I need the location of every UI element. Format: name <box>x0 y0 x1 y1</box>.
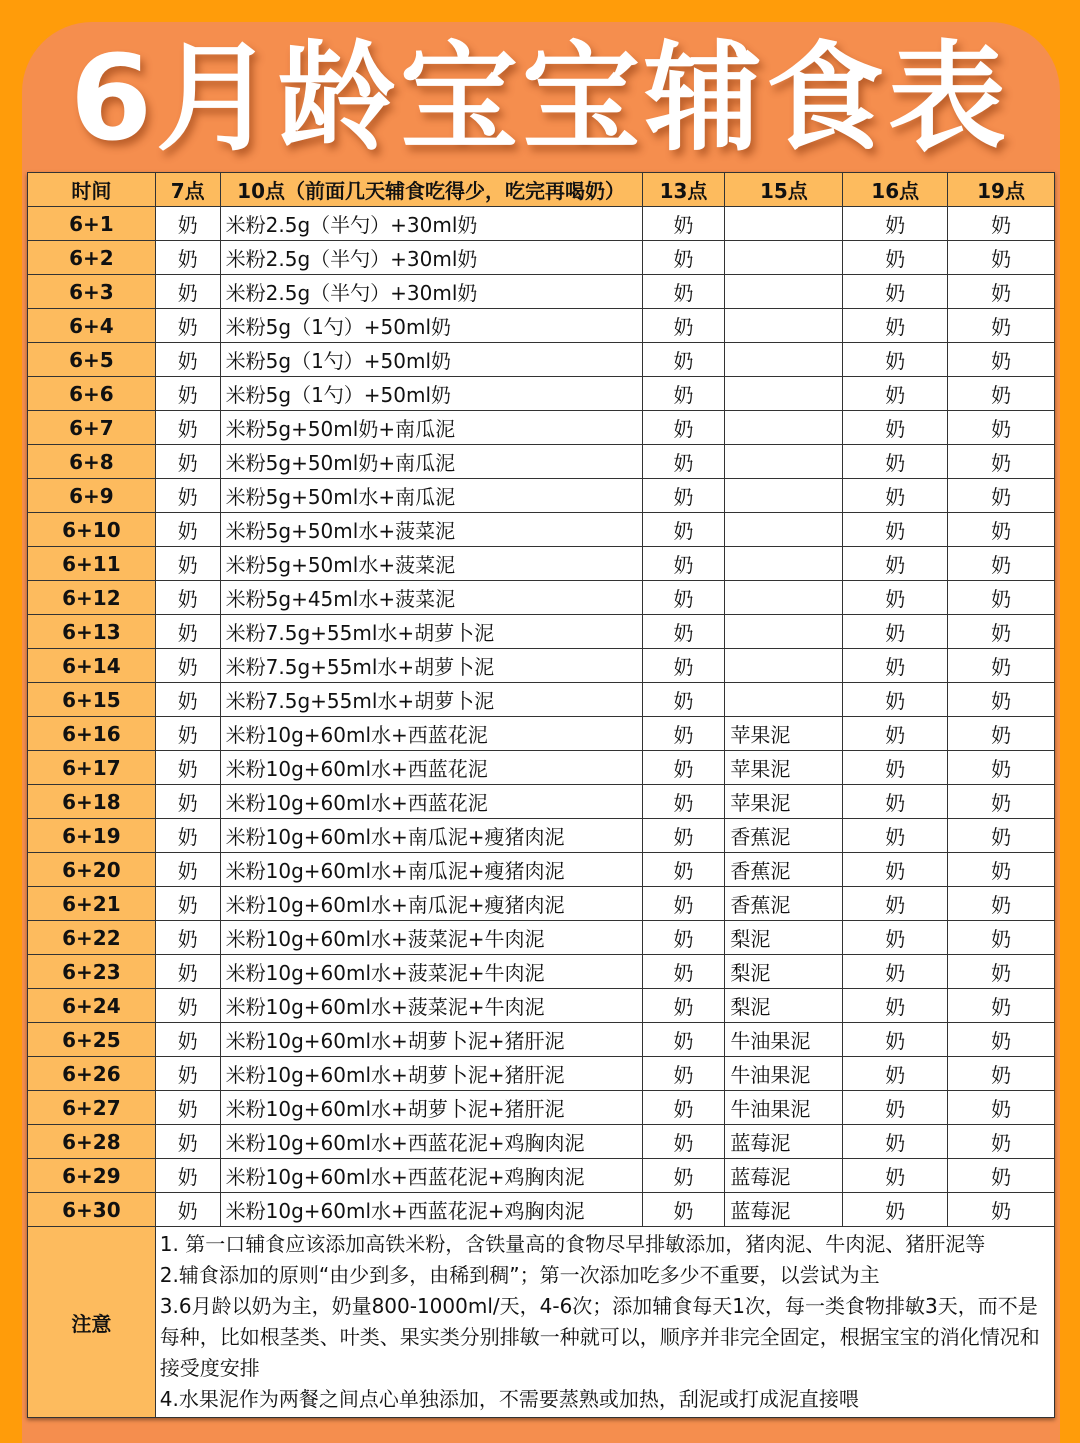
day-cell: 6+2 <box>28 241 156 275</box>
table-row <box>28 921 1055 955</box>
note-line: 4.水果泥作为两餐之间点心单独添加，不需要蒸熟或加热，刮泥或打成泥直接喂 <box>159 1387 859 1411</box>
cell-7: 奶 <box>155 547 220 581</box>
cell-15: 苹果泥 <box>725 717 843 751</box>
header-15: 15点 <box>725 173 843 207</box>
cell-7: 奶 <box>155 853 220 887</box>
cell-15 <box>725 275 843 309</box>
table-row <box>28 445 1055 479</box>
cell-19: 奶 <box>948 275 1055 309</box>
cell-19: 奶 <box>948 207 1055 241</box>
cell-19: 奶 <box>948 683 1055 717</box>
cell-16: 奶 <box>843 513 948 547</box>
cell-15: 梨泥 <box>725 989 843 1023</box>
cell-10: 米粉7.5g+55ml水+胡萝卜泥 <box>220 683 642 717</box>
cell-19: 奶 <box>948 1125 1055 1159</box>
table-row <box>28 989 1055 1023</box>
table-row <box>28 547 1055 581</box>
cell-10: 米粉10g+60ml水+菠菜泥+牛肉泥 <box>220 989 642 1023</box>
cell-13: 奶 <box>642 887 725 921</box>
cell-15: 苹果泥 <box>725 785 843 819</box>
cell-19: 奶 <box>948 1159 1055 1193</box>
table-row <box>28 581 1055 615</box>
cell-16: 奶 <box>843 921 948 955</box>
notes-label: 注意 <box>28 1227 156 1418</box>
cell-7: 奶 <box>155 649 220 683</box>
cell-15: 香蕉泥 <box>725 853 843 887</box>
cell-7: 奶 <box>155 1091 220 1125</box>
header-time: 时间 <box>28 173 156 207</box>
cell-7: 奶 <box>155 309 220 343</box>
page-title: 6月龄宝宝辅食表 <box>69 29 1011 167</box>
cell-16: 奶 <box>843 581 948 615</box>
cell-19: 奶 <box>948 751 1055 785</box>
day-cell: 6+22 <box>28 921 156 955</box>
cell-7: 奶 <box>155 275 220 309</box>
cell-19: 奶 <box>948 717 1055 751</box>
cell-16: 奶 <box>843 1057 948 1091</box>
cell-13: 奶 <box>642 445 725 479</box>
cell-10: 米粉10g+60ml水+胡萝卜泥+猪肝泥 <box>220 1057 642 1091</box>
cell-15: 蓝莓泥 <box>725 1125 843 1159</box>
header-19: 19点 <box>948 173 1055 207</box>
cell-15 <box>725 411 843 445</box>
cell-19: 奶 <box>948 1091 1055 1125</box>
cell-7: 奶 <box>155 207 220 241</box>
cell-10: 米粉10g+60ml水+菠菜泥+牛肉泥 <box>220 921 642 955</box>
cell-13: 奶 <box>642 377 725 411</box>
cell-10: 米粉10g+60ml水+西蓝花泥 <box>220 717 642 751</box>
cell-19: 奶 <box>948 989 1055 1023</box>
cell-7: 奶 <box>155 1125 220 1159</box>
day-cell: 6+5 <box>28 343 156 377</box>
cell-7: 奶 <box>155 581 220 615</box>
cell-10: 米粉10g+60ml水+南瓜泥+瘦猪肉泥 <box>220 887 642 921</box>
day-cell: 6+13 <box>28 615 156 649</box>
cell-19: 奶 <box>948 479 1055 513</box>
cell-15: 牛油果泥 <box>725 1057 843 1091</box>
table-row <box>28 309 1055 343</box>
cell-10: 米粉10g+60ml水+西蓝花泥+鸡胸肉泥 <box>220 1125 642 1159</box>
cell-19: 奶 <box>948 649 1055 683</box>
cell-19: 奶 <box>948 819 1055 853</box>
cell-13: 奶 <box>642 513 725 547</box>
table-row <box>28 207 1055 241</box>
cell-16: 奶 <box>843 445 948 479</box>
cell-10: 米粉10g+60ml水+西蓝花泥 <box>220 785 642 819</box>
day-cell: 6+3 <box>28 275 156 309</box>
cell-16: 奶 <box>843 309 948 343</box>
notes-content <box>155 1227 1054 1418</box>
cell-7: 奶 <box>155 785 220 819</box>
day-cell: 6+12 <box>28 581 156 615</box>
cell-13: 奶 <box>642 649 725 683</box>
cell-10: 米粉5g（1勺）+50ml奶 <box>220 343 642 377</box>
table-row <box>28 853 1055 887</box>
day-cell: 6+4 <box>28 309 156 343</box>
cell-19: 奶 <box>948 309 1055 343</box>
cell-15 <box>725 479 843 513</box>
feeding-schedule-table <box>27 172 1055 1418</box>
cell-16: 奶 <box>843 615 948 649</box>
cell-10: 米粉5g（1勺）+50ml奶 <box>220 309 642 343</box>
day-cell: 6+24 <box>28 989 156 1023</box>
cell-7: 奶 <box>155 1023 220 1057</box>
cell-13: 奶 <box>642 1057 725 1091</box>
day-cell: 6+28 <box>28 1125 156 1159</box>
table-row <box>28 683 1055 717</box>
cell-7: 奶 <box>155 989 220 1023</box>
cell-16: 奶 <box>843 717 948 751</box>
cell-10: 米粉10g+60ml水+南瓜泥+瘦猪肉泥 <box>220 819 642 853</box>
cell-19: 奶 <box>948 615 1055 649</box>
table-row <box>28 479 1055 513</box>
cell-13: 奶 <box>642 411 725 445</box>
cell-16: 奶 <box>843 241 948 275</box>
cell-19: 奶 <box>948 445 1055 479</box>
day-cell: 6+8 <box>28 445 156 479</box>
cell-19: 奶 <box>948 1023 1055 1057</box>
cell-15 <box>725 207 843 241</box>
cell-16: 奶 <box>843 411 948 445</box>
cell-10: 米粉5g+50ml奶+南瓜泥 <box>220 445 642 479</box>
day-cell: 6+6 <box>28 377 156 411</box>
cell-15: 梨泥 <box>725 955 843 989</box>
cell-13: 奶 <box>642 989 725 1023</box>
day-cell: 6+25 <box>28 1023 156 1057</box>
cell-10: 米粉7.5g+55ml水+胡萝卜泥 <box>220 649 642 683</box>
day-cell: 6+9 <box>28 479 156 513</box>
cell-7: 奶 <box>155 1159 220 1193</box>
cell-15 <box>725 309 843 343</box>
table-row <box>28 241 1055 275</box>
cell-19: 奶 <box>948 921 1055 955</box>
header-10: 10点（前面几天辅食吃得少，吃完再喝奶） <box>220 173 642 207</box>
cell-7: 奶 <box>155 479 220 513</box>
cell-13: 奶 <box>642 479 725 513</box>
table-row <box>28 1159 1055 1193</box>
cell-16: 奶 <box>843 751 948 785</box>
cell-10: 米粉5g+45ml水+菠菜泥 <box>220 581 642 615</box>
day-cell: 6+1 <box>28 207 156 241</box>
cell-13: 奶 <box>642 853 725 887</box>
cell-10: 米粉2.5g（半勺）+30ml奶 <box>220 241 642 275</box>
cell-16: 奶 <box>843 377 948 411</box>
day-cell: 6+10 <box>28 513 156 547</box>
cell-10: 米粉10g+60ml水+菠菜泥+牛肉泥 <box>220 955 642 989</box>
day-cell: 6+11 <box>28 547 156 581</box>
cell-13: 奶 <box>642 275 725 309</box>
cell-16: 奶 <box>843 547 948 581</box>
cell-13: 奶 <box>642 1159 725 1193</box>
day-cell: 6+23 <box>28 955 156 989</box>
cell-10: 米粉10g+60ml水+胡萝卜泥+猪肝泥 <box>220 1023 642 1057</box>
cell-19: 奶 <box>948 547 1055 581</box>
cell-7: 奶 <box>155 819 220 853</box>
cell-7: 奶 <box>155 343 220 377</box>
cell-19: 奶 <box>948 581 1055 615</box>
cell-10: 米粉10g+60ml水+南瓜泥+瘦猪肉泥 <box>220 853 642 887</box>
cell-15 <box>725 513 843 547</box>
cell-16: 奶 <box>843 955 948 989</box>
table-row <box>28 275 1055 309</box>
cell-7: 奶 <box>155 1193 220 1227</box>
cell-15 <box>725 615 843 649</box>
cell-15 <box>725 649 843 683</box>
notes-row <box>28 1227 1055 1418</box>
cell-13: 奶 <box>642 785 725 819</box>
table-row <box>28 615 1055 649</box>
cell-7: 奶 <box>155 717 220 751</box>
cell-13: 奶 <box>642 615 725 649</box>
cell-13: 奶 <box>642 683 725 717</box>
table-row <box>28 887 1055 921</box>
cell-10: 米粉10g+60ml水+西蓝花泥 <box>220 751 642 785</box>
table-row <box>28 1057 1055 1091</box>
cell-15: 牛油果泥 <box>725 1023 843 1057</box>
header-16: 16点 <box>843 173 948 207</box>
cell-15: 蓝莓泥 <box>725 1193 843 1227</box>
note-line: 2.辅食添加的原则“由少到多，由稀到稠”；第一次添加吃多少不重要，以尝试为主 <box>159 1263 880 1287</box>
cell-10: 米粉10g+60ml水+胡萝卜泥+猪肝泥 <box>220 1091 642 1125</box>
cell-13: 奶 <box>642 343 725 377</box>
cell-7: 奶 <box>155 683 220 717</box>
cell-7: 奶 <box>155 887 220 921</box>
cell-7: 奶 <box>155 955 220 989</box>
cell-16: 奶 <box>843 1159 948 1193</box>
table-row <box>28 1193 1055 1227</box>
cell-7: 奶 <box>155 751 220 785</box>
cell-19: 奶 <box>948 513 1055 547</box>
cell-7: 奶 <box>155 615 220 649</box>
day-cell: 6+15 <box>28 683 156 717</box>
day-cell: 6+21 <box>28 887 156 921</box>
cell-10: 米粉10g+60ml水+西蓝花泥+鸡胸肉泥 <box>220 1193 642 1227</box>
cell-10: 米粉5g+50ml水+南瓜泥 <box>220 479 642 513</box>
table-row <box>28 649 1055 683</box>
table-row <box>28 1023 1055 1057</box>
cell-16: 奶 <box>843 1193 948 1227</box>
cell-15: 香蕉泥 <box>725 887 843 921</box>
cell-13: 奶 <box>642 955 725 989</box>
cell-10: 米粉2.5g（半勺）+30ml奶 <box>220 275 642 309</box>
cell-19: 奶 <box>948 343 1055 377</box>
cell-19: 奶 <box>948 1057 1055 1091</box>
cell-16: 奶 <box>843 683 948 717</box>
cell-15 <box>725 377 843 411</box>
cell-16: 奶 <box>843 1125 948 1159</box>
header-row <box>28 173 1055 207</box>
cell-13: 奶 <box>642 1023 725 1057</box>
cell-16: 奶 <box>843 479 948 513</box>
cell-19: 奶 <box>948 377 1055 411</box>
cell-15: 香蕉泥 <box>725 819 843 853</box>
day-cell: 6+26 <box>28 1057 156 1091</box>
cell-15: 梨泥 <box>725 921 843 955</box>
cell-16: 奶 <box>843 275 948 309</box>
cell-19: 奶 <box>948 955 1055 989</box>
cell-13: 奶 <box>642 1193 725 1227</box>
cell-16: 奶 <box>843 989 948 1023</box>
cell-16: 奶 <box>843 649 948 683</box>
cell-13: 奶 <box>642 921 725 955</box>
table-row <box>28 411 1055 445</box>
day-cell: 6+30 <box>28 1193 156 1227</box>
day-cell: 6+20 <box>28 853 156 887</box>
cell-13: 奶 <box>642 309 725 343</box>
cell-19: 奶 <box>948 785 1055 819</box>
cell-10: 米粉2.5g（半勺）+30ml奶 <box>220 207 642 241</box>
day-cell: 6+17 <box>28 751 156 785</box>
day-cell: 6+16 <box>28 717 156 751</box>
table-row <box>28 1125 1055 1159</box>
cell-7: 奶 <box>155 513 220 547</box>
cell-13: 奶 <box>642 241 725 275</box>
table-row <box>28 1091 1055 1125</box>
day-cell: 6+7 <box>28 411 156 445</box>
header-13: 13点 <box>642 173 725 207</box>
cell-13: 奶 <box>642 547 725 581</box>
day-cell: 6+14 <box>28 649 156 683</box>
cell-7: 奶 <box>155 921 220 955</box>
note-line: 3.6月龄以奶为主，奶量800-1000ml/天，4-6次；添加辅食每天1次，每一类食物排敏3天，而不是每种，比如根茎类、叶类、果实类分别排敏一种就可以，顺序并非完全固定，根据宝宝的消化情况和接受度安排 <box>159 1294 1040 1380</box>
table-row <box>28 785 1055 819</box>
table-row <box>28 513 1055 547</box>
cell-16: 奶 <box>843 1023 948 1057</box>
note-line: 1. 第一口辅食应该添加高铁米粉，含铁量高的食物尽早排敏添加，猪肉泥、牛肉泥、猪肝泥等 <box>159 1232 986 1256</box>
cell-19: 奶 <box>948 241 1055 275</box>
cell-13: 奶 <box>642 207 725 241</box>
cell-15 <box>725 581 843 615</box>
cell-7: 奶 <box>155 241 220 275</box>
cell-15: 蓝莓泥 <box>725 1159 843 1193</box>
cell-19: 奶 <box>948 853 1055 887</box>
cell-13: 奶 <box>642 581 725 615</box>
cell-13: 奶 <box>642 717 725 751</box>
day-cell: 6+27 <box>28 1091 156 1125</box>
cell-16: 奶 <box>843 853 948 887</box>
table-row <box>28 955 1055 989</box>
cell-15 <box>725 445 843 479</box>
cell-7: 奶 <box>155 377 220 411</box>
cell-15 <box>725 343 843 377</box>
day-cell: 6+18 <box>28 785 156 819</box>
cell-10: 米粉5g+50ml奶+南瓜泥 <box>220 411 642 445</box>
cell-10: 米粉5g+50ml水+菠菜泥 <box>220 513 642 547</box>
cell-15 <box>725 547 843 581</box>
cell-19: 奶 <box>948 1193 1055 1227</box>
cell-13: 奶 <box>642 1125 725 1159</box>
cell-7: 奶 <box>155 1057 220 1091</box>
cell-13: 奶 <box>642 1091 725 1125</box>
cell-16: 奶 <box>843 207 948 241</box>
cell-16: 奶 <box>843 1091 948 1125</box>
table-row <box>28 717 1055 751</box>
table-row <box>28 819 1055 853</box>
table-row <box>28 377 1055 411</box>
cell-15 <box>725 683 843 717</box>
cell-16: 奶 <box>843 343 948 377</box>
cell-19: 奶 <box>948 887 1055 921</box>
day-cell: 6+29 <box>28 1159 156 1193</box>
cell-10: 米粉10g+60ml水+西蓝花泥+鸡胸肉泥 <box>220 1159 642 1193</box>
cell-16: 奶 <box>843 887 948 921</box>
day-cell: 6+19 <box>28 819 156 853</box>
cell-10: 米粉5g+50ml水+菠菜泥 <box>220 547 642 581</box>
cell-10: 米粉5g（1勺）+50ml奶 <box>220 377 642 411</box>
cell-16: 奶 <box>843 785 948 819</box>
table-row <box>28 751 1055 785</box>
cell-15 <box>725 241 843 275</box>
header-7: 7点 <box>155 173 220 207</box>
cell-7: 奶 <box>155 411 220 445</box>
cell-16: 奶 <box>843 819 948 853</box>
table-row <box>28 343 1055 377</box>
cell-13: 奶 <box>642 751 725 785</box>
cell-15: 苹果泥 <box>725 751 843 785</box>
cell-15: 牛油果泥 <box>725 1091 843 1125</box>
cell-10: 米粉7.5g+55ml水+胡萝卜泥 <box>220 615 642 649</box>
cell-19: 奶 <box>948 411 1055 445</box>
cell-7: 奶 <box>155 445 220 479</box>
cell-13: 奶 <box>642 819 725 853</box>
